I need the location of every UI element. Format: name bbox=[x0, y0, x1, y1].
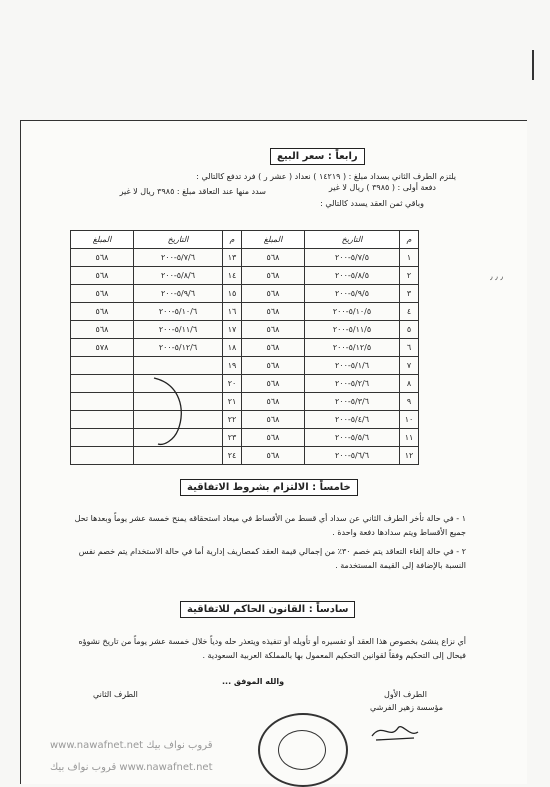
cell-date-2: ٥/٩/٦-٢٠٠ bbox=[134, 285, 223, 303]
margin-mark: ٫ ٫ ٫ bbox=[490, 272, 503, 281]
cell-date-2: ٥/١٢/٦-٢٠٠ bbox=[134, 339, 223, 357]
first-party-label: الطرف الأول bbox=[384, 690, 427, 699]
cell-no-1: ٥ bbox=[400, 321, 419, 339]
section4-line3: وباقي ثمن العقد يسدد كالتالي : bbox=[320, 199, 424, 208]
margin-line bbox=[532, 50, 534, 80]
cell-no-2: ١٨ bbox=[223, 339, 242, 357]
cell-date-1: ٥/٩/٥-٢٠٠ bbox=[305, 285, 400, 303]
cell-amount-2 bbox=[71, 393, 134, 411]
cell-date-2: ٥/١٠/٦-٢٠٠ bbox=[134, 303, 223, 321]
cell-date-2: ٥/٧/٦-٢٠٠ bbox=[134, 249, 223, 267]
header-amount-2: المبلغ bbox=[71, 231, 134, 249]
cell-date-1: ٥/١١/٥-٢٠٠ bbox=[305, 321, 400, 339]
cell-amount-2 bbox=[71, 411, 134, 429]
first-party-name: مؤسسة زهير الفرشي bbox=[370, 703, 444, 712]
header-amount-1: المبلغ bbox=[242, 231, 305, 249]
cell-amount-1: ٥٦٨ bbox=[242, 285, 305, 303]
cell-no-1: ٤ bbox=[400, 303, 419, 321]
cell-no-2: ٢١ bbox=[223, 393, 242, 411]
table-row bbox=[71, 303, 419, 321]
section5-title: خامساً : الالتزام بشروط الاتفاقية bbox=[180, 479, 358, 496]
cell-no-2: ١٥ bbox=[223, 285, 242, 303]
cell-amount-2: ٥٦٨ bbox=[71, 285, 134, 303]
cell-no-1: ١٠ bbox=[400, 411, 419, 429]
cell-date-1: ٥/٨/٥-٢٠٠ bbox=[305, 267, 400, 285]
cell-date-1: ٥/٦/٦-٢٠٠ bbox=[305, 447, 400, 465]
section5-item2: ٢ - في حالة إلغاء التعاقد يتم خصم ٣٠٪ من إجمالي قيمة العقد كمصاريف إدارية أما في حالة الاستخدام يتم خصم نفس النسبة بالإضافة إلى القيمة المستخدمة . bbox=[78, 547, 466, 570]
installments-table bbox=[70, 230, 419, 465]
table-row bbox=[71, 429, 419, 447]
cell-date-1: ٥/١٠/٥-٢٠٠ bbox=[305, 303, 400, 321]
cell-date-2: ٥/١١/٦-٢٠٠ bbox=[134, 321, 223, 339]
cell-no-1: ٦ bbox=[400, 339, 419, 357]
cell-no-1: ٣ bbox=[400, 285, 419, 303]
second-party-label: الطرف الثاني bbox=[93, 690, 138, 699]
table-row bbox=[71, 267, 419, 285]
cell-no-2: ١٤ bbox=[223, 267, 242, 285]
table-row bbox=[71, 339, 419, 357]
cell-no-2: ١٧ bbox=[223, 321, 242, 339]
cell-date-1: ٥/٣/٦-٢٠٠ bbox=[305, 393, 400, 411]
cell-amount-2 bbox=[71, 429, 134, 447]
cell-amount-2: ٥٧٨ bbox=[71, 339, 134, 357]
header-no-1: م bbox=[400, 231, 419, 249]
table-row bbox=[71, 249, 419, 267]
first-party-signature bbox=[370, 718, 420, 744]
cell-no-2: ٢٤ bbox=[223, 447, 242, 465]
cell-no-1: ٢ bbox=[400, 267, 419, 285]
table-row bbox=[71, 375, 419, 393]
table-row bbox=[71, 447, 419, 465]
cell-amount-2 bbox=[71, 357, 134, 375]
cell-no-1: ٩ bbox=[400, 393, 419, 411]
closing-text: والله الموفق ... bbox=[222, 677, 285, 686]
cell-no-2: ١٣ bbox=[223, 249, 242, 267]
watermark-line2: www.nawafnet.net قروب نواف بيك bbox=[50, 762, 213, 773]
cell-date-1: ٥/٥/٦-٢٠٠ bbox=[305, 429, 400, 447]
cell-no-1: ٨ bbox=[400, 375, 419, 393]
section4-line2b: سدد منها عند التعاقد مبلغ : ٣٩٨٥ ريال لا غير bbox=[119, 187, 266, 196]
cell-no-2: ١٩ bbox=[223, 357, 242, 375]
cell-amount-2 bbox=[71, 447, 134, 465]
cell-no-2: ٢٢ bbox=[223, 411, 242, 429]
cell-amount-1: ٥٦٨ bbox=[242, 357, 305, 375]
section4-title: رابعاً : سعر البيع bbox=[270, 148, 365, 165]
cell-amount-1: ٥٦٨ bbox=[242, 267, 305, 285]
cell-date-1: ٥/١/٦-٢٠٠ bbox=[305, 357, 400, 375]
cell-amount-1: ٥٦٨ bbox=[242, 249, 305, 267]
section6-title: سادساً : القانون الحاكم للاتفاقية bbox=[180, 601, 355, 618]
cell-amount-1: ٥٦٨ bbox=[242, 339, 305, 357]
cell-date-1: ٥/١٢/٥-٢٠٠ bbox=[305, 339, 400, 357]
cell-amount-1: ٥٦٨ bbox=[242, 429, 305, 447]
cell-no-1: ١١ bbox=[400, 429, 419, 447]
cell-no-2: ٢٣ bbox=[223, 429, 242, 447]
cell-amount-1: ٥٦٨ bbox=[242, 303, 305, 321]
cell-amount-1: ٥٦٨ bbox=[242, 321, 305, 339]
company-stamp-inner bbox=[278, 730, 326, 770]
cell-amount-2 bbox=[71, 375, 134, 393]
table-header-row bbox=[71, 231, 419, 249]
cell-date-1: ٥/٤/٦-٢٠٠ bbox=[305, 411, 400, 429]
cell-amount-2: ٥٦٨ bbox=[71, 303, 134, 321]
cell-date-2: ٥/٨/٦-٢٠٠ bbox=[134, 267, 223, 285]
section4-line2a: دفعة أولى : ( ٣٩٨٥ ) ريال لا غير bbox=[328, 183, 436, 192]
cell-amount-2: ٥٦٨ bbox=[71, 267, 134, 285]
cell-no-1: ١٢ bbox=[400, 447, 419, 465]
cell-amount-2: ٥٦٨ bbox=[71, 321, 134, 339]
cell-no-2: ٢٠ bbox=[223, 375, 242, 393]
table-row bbox=[71, 411, 419, 429]
header-date-1: التاريخ bbox=[305, 231, 400, 249]
table-row bbox=[71, 393, 419, 411]
table-row bbox=[71, 321, 419, 339]
cell-amount-2: ٥٦٨ bbox=[71, 249, 134, 267]
table-row bbox=[71, 357, 419, 375]
section5-item1: ١ - في حالة تأخر الطرف الثاني عن سداد أي قسط من الأقساط في ميعاد استحقاقه يمنح خمسة عشر يوماً وبعدها تحل جميع الأقساط ويتم سدادها دفعة واحدة . bbox=[74, 514, 466, 537]
section6-text: أي نزاع ينشئ بخصوص هذا العقد أو تفسيره أو تأويله أو تنفيذه ويتعذر حله ودياً خلال خمسة عشر يوماً من تاريخ نشوؤه فيحال إلى التحكيم وفقاً لقوانين التحكيم المعمول بها بالمملكة العربية السعودية . bbox=[78, 637, 466, 660]
cell-date-1: ٥/٢/٦-٢٠٠ bbox=[305, 375, 400, 393]
cell-no-2: ١٦ bbox=[223, 303, 242, 321]
table-row bbox=[71, 285, 419, 303]
cell-date-1: ٥/٧/٥-٢٠٠ bbox=[305, 249, 400, 267]
cell-amount-1: ٥٦٨ bbox=[242, 447, 305, 465]
cell-no-1: ١ bbox=[400, 249, 419, 267]
watermark-line1: قروب نواف بيك www.nawafnet.net bbox=[50, 740, 213, 751]
pen-stroke bbox=[150, 370, 190, 450]
cell-amount-1: ٥٦٨ bbox=[242, 375, 305, 393]
header-no-2: م bbox=[223, 231, 242, 249]
cell-no-1: ٧ bbox=[400, 357, 419, 375]
section4-line1: يلتزم الطرف الثاني بسداد مبلغ : ( ١٤٢١٩ ) نعداد ( عشر ر ) فرد تدفع كالتالي : bbox=[196, 172, 456, 181]
cell-amount-1: ٥٦٨ bbox=[242, 393, 305, 411]
cell-amount-1: ٥٦٨ bbox=[242, 411, 305, 429]
header-date-2: التاريخ bbox=[134, 231, 223, 249]
